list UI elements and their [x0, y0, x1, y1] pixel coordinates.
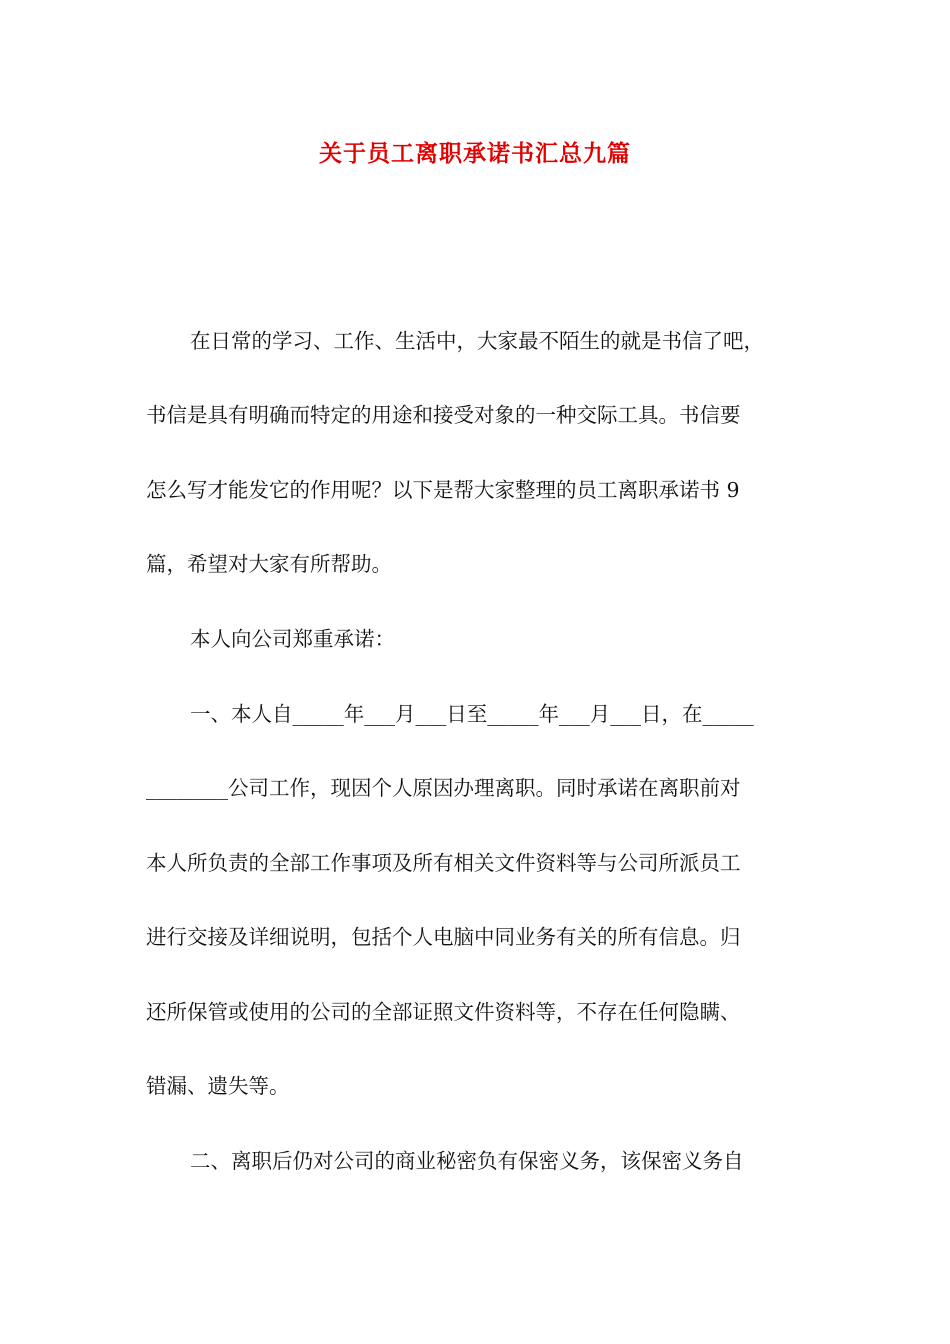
- paragraph-line: 错漏、遗失等。: [146, 1074, 290, 1098]
- paragraph-line: 进行交接及详细说明，包括个人电脑中同业务有关的所有信息。归: [146, 925, 741, 949]
- paragraph-line: 本人所负责的全部工作事项及所有相关文件资料等与公司所派员工: [146, 851, 741, 875]
- paragraph-line: 怎么写才能发它的作用呢？以下是帮大家整理的员工离职承诺书 9: [146, 478, 740, 502]
- paragraph-line: ________公司工作，现因个人原因办理离职。同时承诺在离职前对: [146, 776, 741, 800]
- paragraph-line: 本人向公司郑重承诺：: [190, 627, 395, 651]
- paragraph-line: 在日常的学习、工作、生活中，大家最不陌生的就是书信了吧，: [190, 329, 764, 353]
- paragraph-line: 还所保管或使用的公司的全部证照文件资料等，不存在任何隐瞒、: [146, 1000, 741, 1024]
- paragraph-line: 书信是具有明确而特定的用途和接受对象的一种交际工具。书信要: [146, 403, 741, 427]
- paragraph-line: 二、离职后仍对公司的商业秘密负有保密义务，该保密义务自: [190, 1149, 744, 1173]
- document-title: 关于员工离职承诺书汇总九篇: [319, 140, 631, 167]
- paragraph-line: 一、本人自_____年___月___日至_____年___月___日，在_____: [190, 702, 754, 726]
- paragraph-line: 篇，希望对大家有所帮助。: [146, 552, 392, 576]
